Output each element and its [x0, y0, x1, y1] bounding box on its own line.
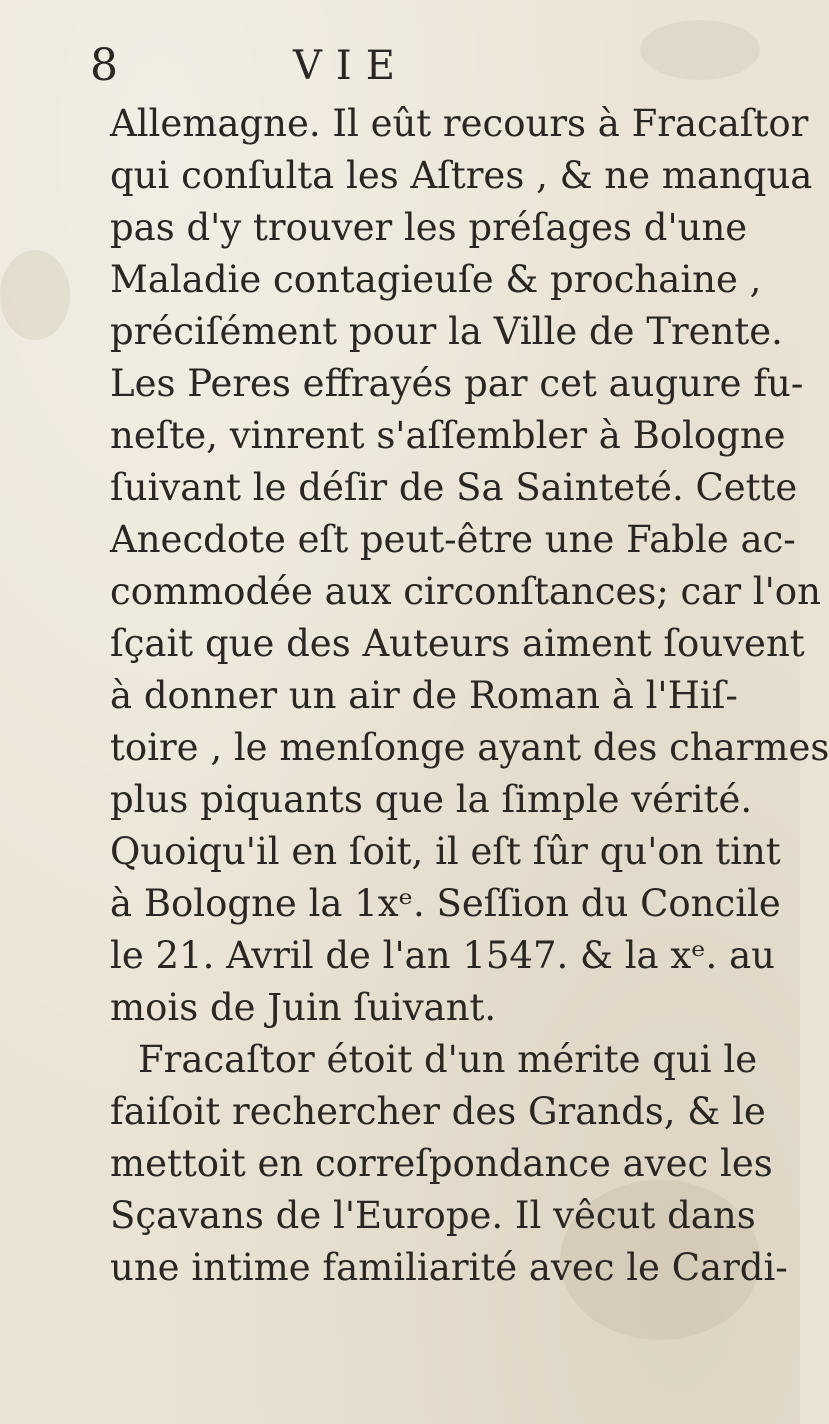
text-line: Fracaſtor étoit d'un mérite qui le [138, 1038, 758, 1081]
text-line: Allemagne. Il eût recours à Fracaſtor [110, 102, 809, 145]
body-text [110, 98, 829, 1294]
text-line: mettoit en correſpondance avec les [110, 1142, 773, 1185]
text-line: préciſément pour la Ville de Trente. [110, 310, 783, 353]
text-line: le 21. Avril de l'an 1547. & la xᵉ. au [110, 934, 775, 977]
page-number: 8 [90, 40, 118, 91]
text-line: mois de Juin ſuivant. [110, 986, 497, 1029]
text-line: Maladie contagieuſe & prochaine , [110, 258, 762, 301]
text-line: pas d'y trouver les préſages d'une [110, 206, 748, 249]
paper-stain [0, 250, 70, 340]
running-head: VIE [293, 43, 409, 89]
text-line: à Bologne la 1xᵉ. Seſſion du Concile [110, 882, 781, 925]
text-line: Anecdote eſt peut-être une Fable ac- [110, 518, 796, 561]
text-line: une intime familiarité avec le Cardi- [110, 1246, 788, 1289]
text-line: commodée aux circonſtances; car l'on [110, 570, 821, 613]
text-line: qui conſulta les Aſtres , & ne manqua [110, 154, 813, 197]
text-line: à donner un air de Roman à l'Hiſ- [110, 674, 738, 717]
text-line: faiſoit rechercher des Grands, & le [110, 1090, 766, 1133]
text-line: plus piquants que la ſimple vérité. [110, 778, 753, 821]
text-line: Les Peres effrayés par cet augure fu- [110, 362, 804, 405]
text-line: toire , le menſonge ayant des charmes [110, 726, 829, 769]
text-line: ſuivant le déſir de Sa Sainteté. Cette [110, 466, 798, 509]
text-line: neſte, vinrent s'aſſembler à Bologne [110, 414, 786, 457]
text-line: ſçait que des Auteurs aiment ſouvent [110, 622, 805, 665]
text-line: Sçavans de l'Europe. Il vêcut dans [110, 1194, 756, 1237]
page-header [90, 40, 730, 92]
text-line: Quoiqu'il en ſoit, il eſt ſûr qu'on tint [110, 830, 781, 873]
